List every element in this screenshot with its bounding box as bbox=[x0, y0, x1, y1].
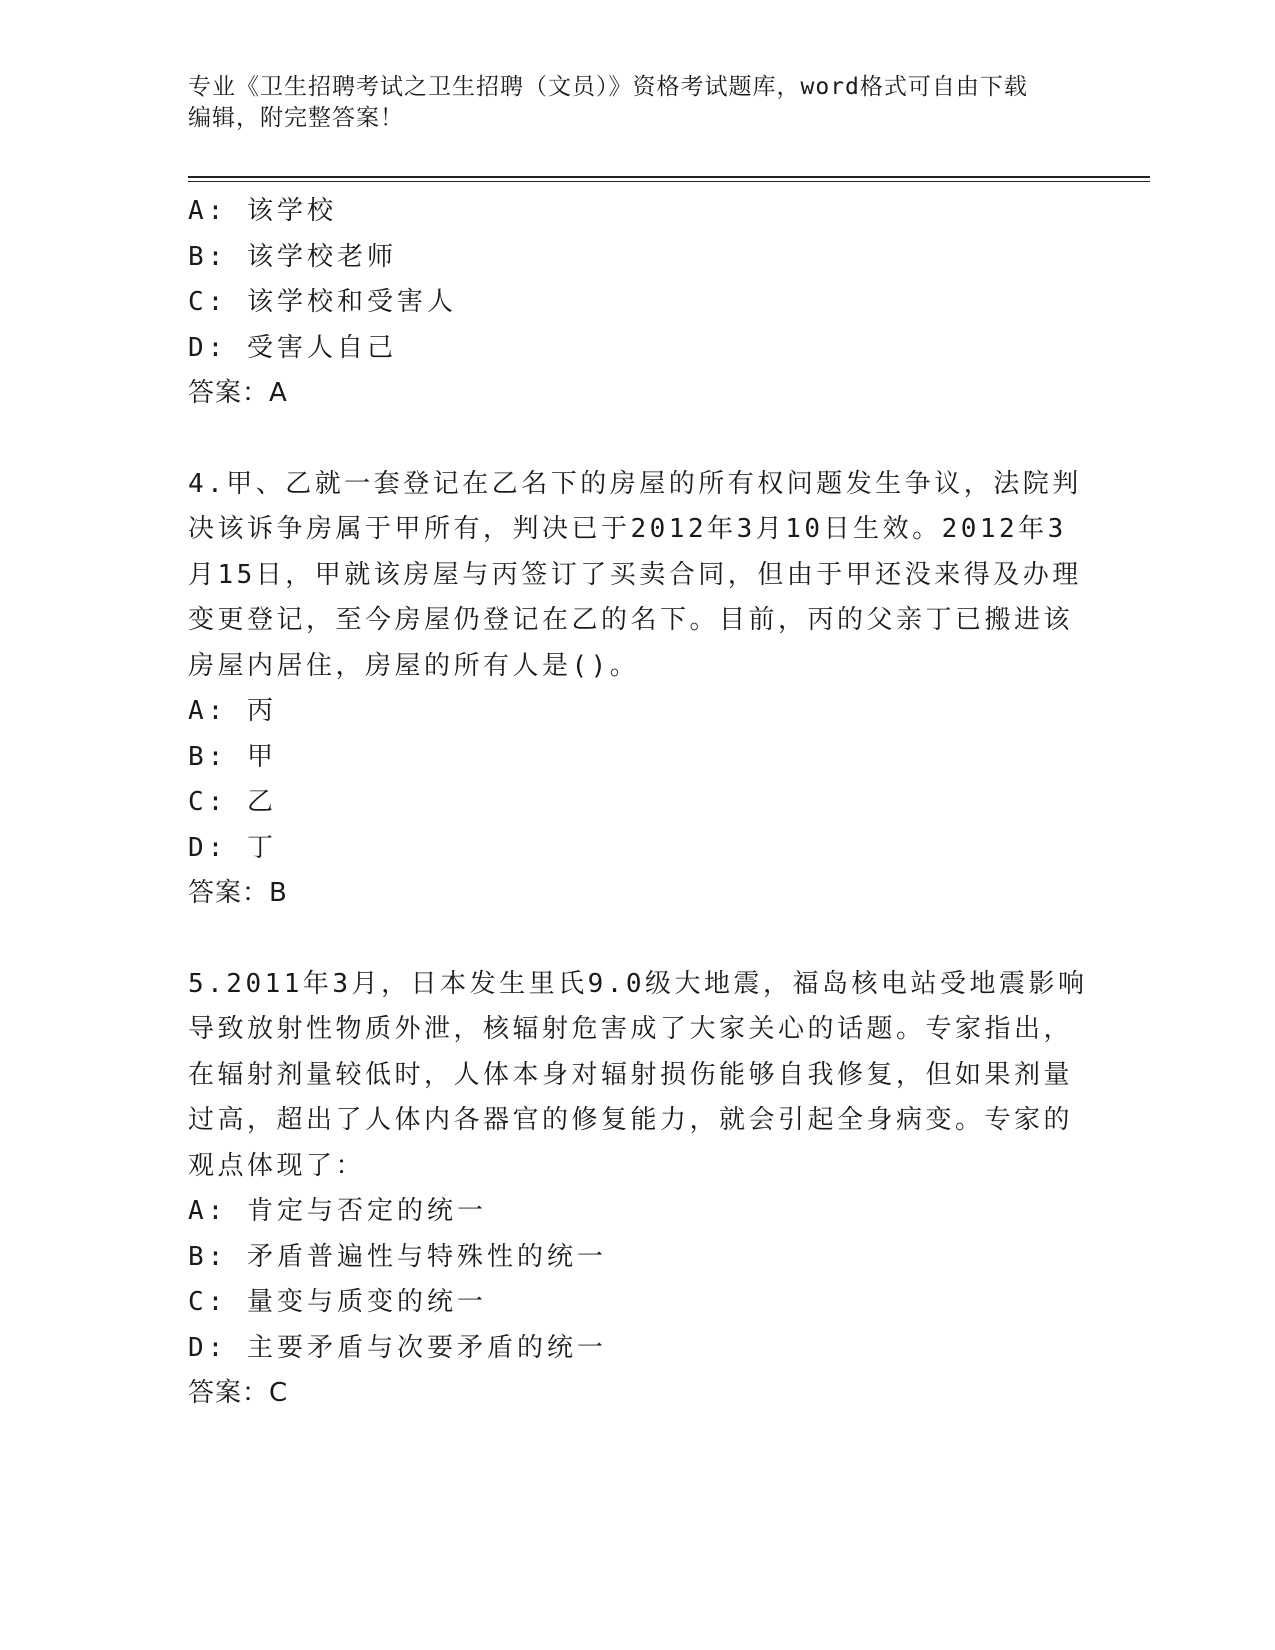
question-text-line: 变更登记，至今房屋仍登记在乙的名下。目前，丙的父亲丁已搬进该 bbox=[188, 605, 1074, 635]
question-text-line: 房屋内居住，房屋的所有人是()。 bbox=[188, 650, 640, 681]
option-b: B: 该学校老师 bbox=[188, 241, 397, 272]
option-c: C: 量变与质变的统一 bbox=[188, 1287, 487, 1317]
option-b: B: 甲 bbox=[188, 741, 277, 772]
question-text-line: 4.甲、乙就一套登记在乙名下的房屋的所有权问题发生争议，法院判 bbox=[188, 468, 1082, 499]
question-text-line: 导致放射性物质外泄，核辐射危害成了大家关心的话题。专家指出， bbox=[188, 1014, 1074, 1044]
answer-line: 答案：B bbox=[188, 878, 288, 908]
question-text-line: 5.2011年3月，日本发生里氏9.0级大地震，福岛核电站受地震影响 bbox=[188, 968, 1088, 999]
header-divider-thick bbox=[188, 176, 1150, 178]
question-5 bbox=[188, 962, 1088, 1417]
document-body bbox=[188, 189, 1088, 1417]
question-text-line: 过高，超出了人体内各器官的修复能力，就会引起全身病变。专家的 bbox=[188, 1105, 1074, 1135]
option-d: D: 受害人自己 bbox=[188, 332, 397, 363]
option-d: D: 主要矛盾与次要矛盾的统一 bbox=[188, 1332, 607, 1363]
option-a: A: 丙 bbox=[188, 696, 277, 726]
option-d: D: 丁 bbox=[188, 832, 277, 863]
option-a: A: 该学校 bbox=[188, 196, 337, 226]
question-text-line: 在辐射剂量较低时，人体本身对辐射损伤能够自我修复，但如果剂量 bbox=[188, 1059, 1074, 1090]
question-text-line: 观点体现了： bbox=[188, 1150, 366, 1181]
question-3 bbox=[188, 189, 1088, 417]
header-divider-thin bbox=[188, 181, 1150, 182]
question-text-line: 决该诉争房属于甲所有，判决已于2012年3月10日生效。2012年3 bbox=[188, 514, 1067, 544]
answer-line: 答案：A bbox=[188, 378, 288, 408]
option-a: A: 肯定与否定的统一 bbox=[188, 1196, 487, 1226]
option-b: B: 矛盾普遍性与特殊性的统一 bbox=[188, 1241, 607, 1272]
option-c: C: 乙 bbox=[188, 787, 277, 817]
header-line-2: 编辑，附完整答案！ bbox=[188, 105, 404, 131]
question-4 bbox=[188, 462, 1088, 917]
answer-line: 答案：C bbox=[188, 1378, 289, 1408]
question-text-line: 月15日，甲就该房屋与丙签订了买卖合同，但由于甲还没来得及办理 bbox=[188, 559, 1082, 590]
option-c: C: 该学校和受害人 bbox=[188, 287, 457, 317]
header-line-1: 专业《卫生招聘考试之卫生招聘（文员）》资格考试题库，word格式可自由下载 bbox=[188, 74, 1028, 100]
document-header bbox=[188, 72, 1068, 134]
